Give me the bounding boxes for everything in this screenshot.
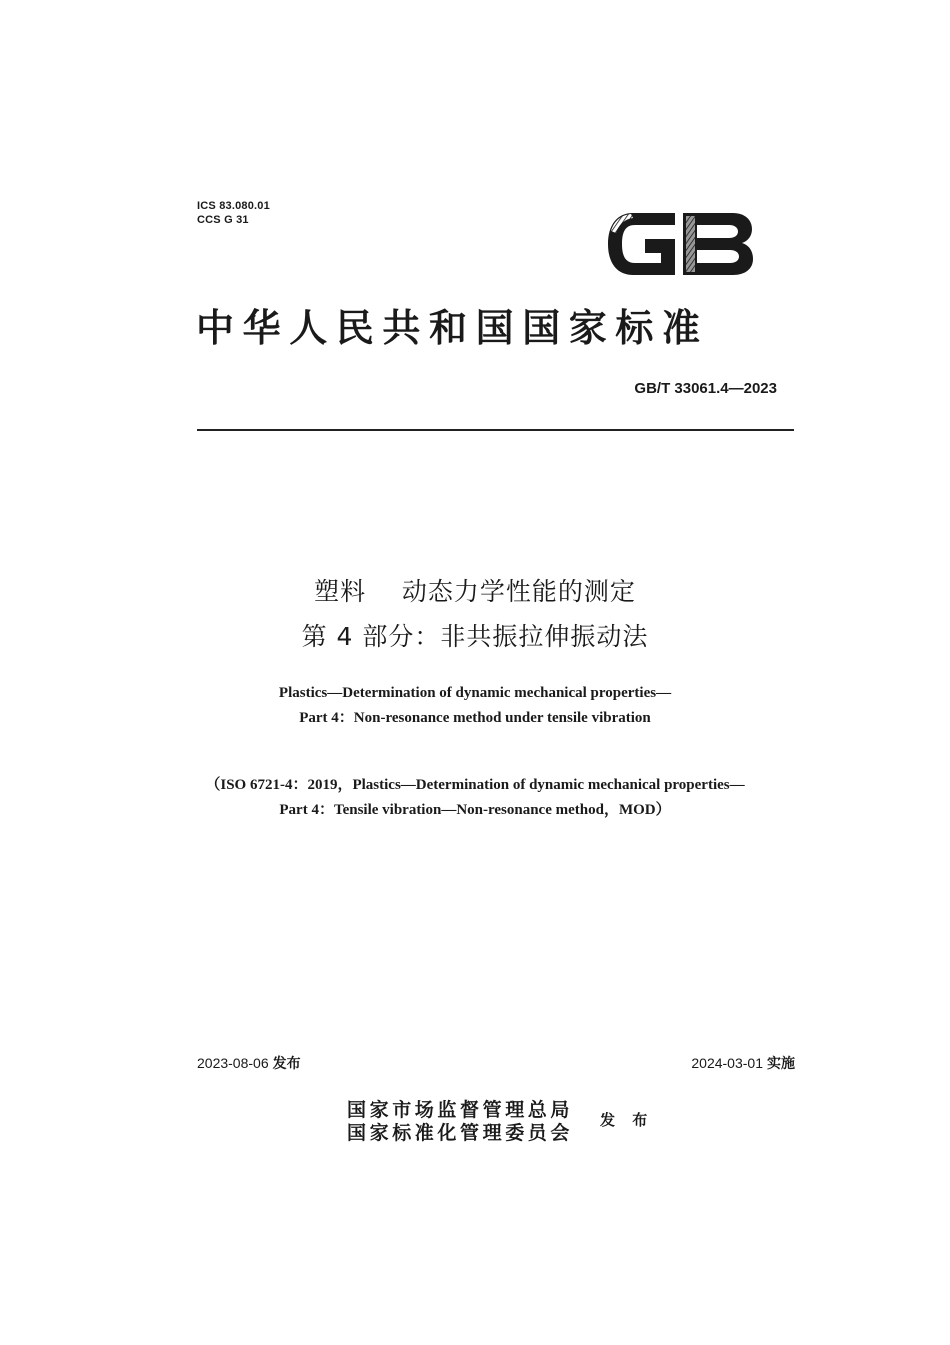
issue-label: 发布 bbox=[272, 1056, 301, 1072]
ics-code: ICS 83.080.01 bbox=[197, 200, 270, 212]
issuer-samr: 国家市场监督管理总局 bbox=[347, 1099, 574, 1121]
iso-reference-line-2: Part 4：Tensile vibration—Non-resonance method，MOD） bbox=[279, 802, 671, 818]
chinese-title-line-1: 塑料 动态力学性能的测定 bbox=[314, 577, 636, 606]
implementation-label: 实施 bbox=[767, 1056, 795, 1072]
header-divider bbox=[197, 429, 794, 431]
logo-text: GB bbox=[605, 205, 607, 206]
standard-number: GB/T 33061.4—2023 bbox=[634, 380, 777, 397]
implementation-date-block bbox=[691, 1054, 795, 1073]
iso-reference-line-1: （ISO 6721-4：2019，Plastics—Determination of dynamic mechanical properties— bbox=[205, 777, 745, 793]
ccs-code: CCS G 31 bbox=[197, 214, 249, 226]
chinese-title-line-2: 第 4 部分：非共振拉伸振动法 bbox=[301, 622, 649, 651]
issue-date: 2023-08-06 bbox=[197, 1055, 269, 1071]
publish-label: 发 布 bbox=[600, 1111, 654, 1129]
implementation-date: 2024-03-01 bbox=[691, 1055, 763, 1071]
english-title-line-1: Plastics—Determination of dynamic mechanical properties— bbox=[278, 685, 672, 701]
issue-date-block bbox=[197, 1054, 301, 1073]
issuer-sac: 国家标准化管理委员会 bbox=[347, 1122, 574, 1144]
english-title-line-2: Part 4：Non-resonance method under tensile vibration bbox=[299, 710, 651, 726]
national-standard-title: 中华人民共和国国家标准 bbox=[196, 305, 709, 350]
gb-logo bbox=[605, 205, 755, 283]
